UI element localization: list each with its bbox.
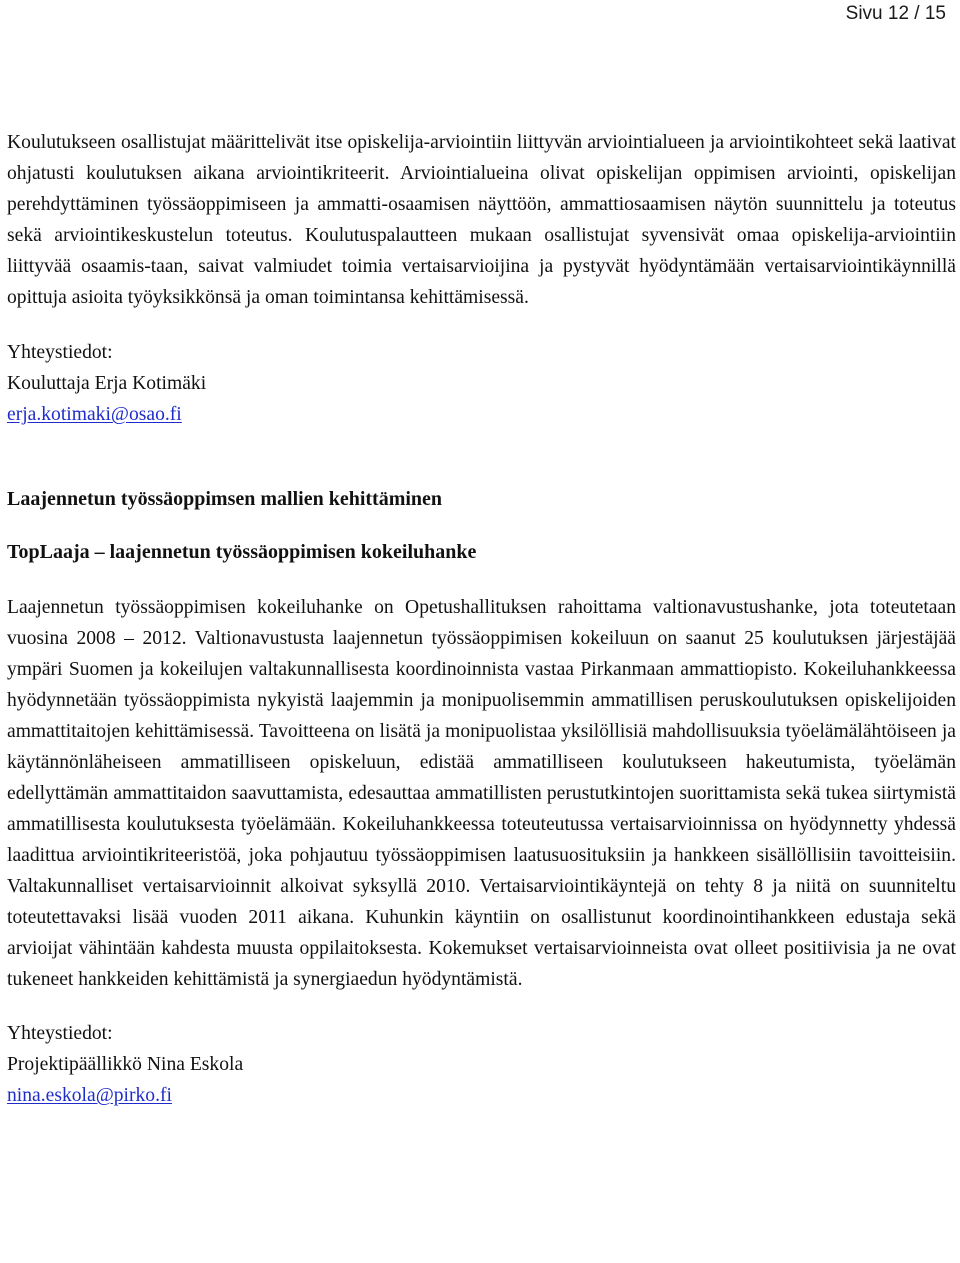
contact-email-link[interactable]: nina.eskola@pirko.fi (7, 1085, 172, 1106)
contact-label: Yhteystiedot: (7, 1023, 113, 1044)
section1-contact (7, 337, 956, 430)
section2-heading: Laajennetun työssäoppimsen mallien kehittäminen (7, 488, 443, 510)
section2-contact (7, 1018, 956, 1111)
section2-paragraph: Laajennetun työssäoppimisen kokeiluhanke on Opetushallituksen rahoittama valtionavustushanke, jota toteutetaan vuosina 2008 – 2012. Valtionavustusta laajennetun työssäoppimisen kokeiluun on saanut 25 koulutuksen järjestäjää ympäri Suomen ja kokeilujen valtakunnallisesta koordinoinnista vastaa Pirkanmaan ammattiopisto. Kokeiluhankkeessa hyödynnetään työssäoppimista nykyistä laajemmin ja monipuolisemmin ammatillisen peruskoulutuksen opiskelijoiden ammattitaitojen kehittämisessä. Tavoitteena on lisätä ja monipuolistaa yksilöllisiä mahdollisuuksia työelämälähtöiseen ja käytännönläheiseen ammatilliseen opiskeluun, edistää ammatilliseen koulutukseen hakeutumista, työelämän edellyttämän ammattitaidon saavuttamista, edesauttaa ammatillisten perustutkintojen suorittamista sekä tukea siirtymistä ammatillisesta koulutuksesta työelämään. Kokeiluhankkeessa toteuteutussa vertaisarvioinnissa on hyödynnetty yhdessä laadittua arviointikriteeristöä, joka pohjautuu työssäoppimisen laatusuosituksiin ja hankkeen sisällöllisiin tavoitteisiin. Valtakunnalliset vertaisarvioinnit alkoivat syksyllä 2010. Vertaisarviointikäyntejä on tehty 8 ja niitä on suunniteltu toteutettavaksi lisää vuoden 2011 aikana. Kuhunkin käyntiin on osallistunut koordinointihankkeen edustaja sekä arvioijat vähintään kahdesta muusta oppilaitoksesta. Kokemukset vertaisarvioinneista ovat olleet positiivisia ja ne ovat tukeneet hankkeiden kehittämistä ja synergiaedun hyödyntämistä. (7, 597, 956, 990)
contact-name: Projektipäällikkö Nina Eskola (7, 1054, 244, 1075)
page-number: Sivu 12 / 15 (845, 3, 946, 24)
section1-paragraph: Koulutukseen osallistujat määrittelivät itse opiskelija-arviointiin liittyvän arviointialueen ja arviointikohteet sekä laativat ohjatusti koulutuksen aikana arviointikriteerit. Arviointialueina olivat opiskelijan oppimisen arviointi, opiskelijan perehdyttäminen työssäoppimiseen ja ammatti-osaamisen näyttöön, ammattiosaamisen näytön suunnittelu ja toteutus sekä arviointikeskustelun toteutus. Koulutuspalautteen mukaan osallistujat syvensivät omaa opiskelija-arviointiin liittyvää osaamis-taan, saivat valmiudet toimia vertaisarvioijina ja pystyvät hyödyntämään vertaisarviointikäynnillä opittuja asioita työyksikkönsä ja oman toimintansa kehittämisessä. (7, 132, 956, 308)
contact-email-link[interactable]: erja.kotimaki@osao.fi (7, 404, 182, 425)
contact-name: Kouluttaja Erja Kotimäki (7, 373, 207, 394)
contact-label: Yhteystiedot: (7, 342, 113, 363)
section2-subheading: TopLaaja – laajennetun työssäoppimisen kokeiluhanke (7, 541, 477, 563)
document-body (7, 127, 956, 1111)
